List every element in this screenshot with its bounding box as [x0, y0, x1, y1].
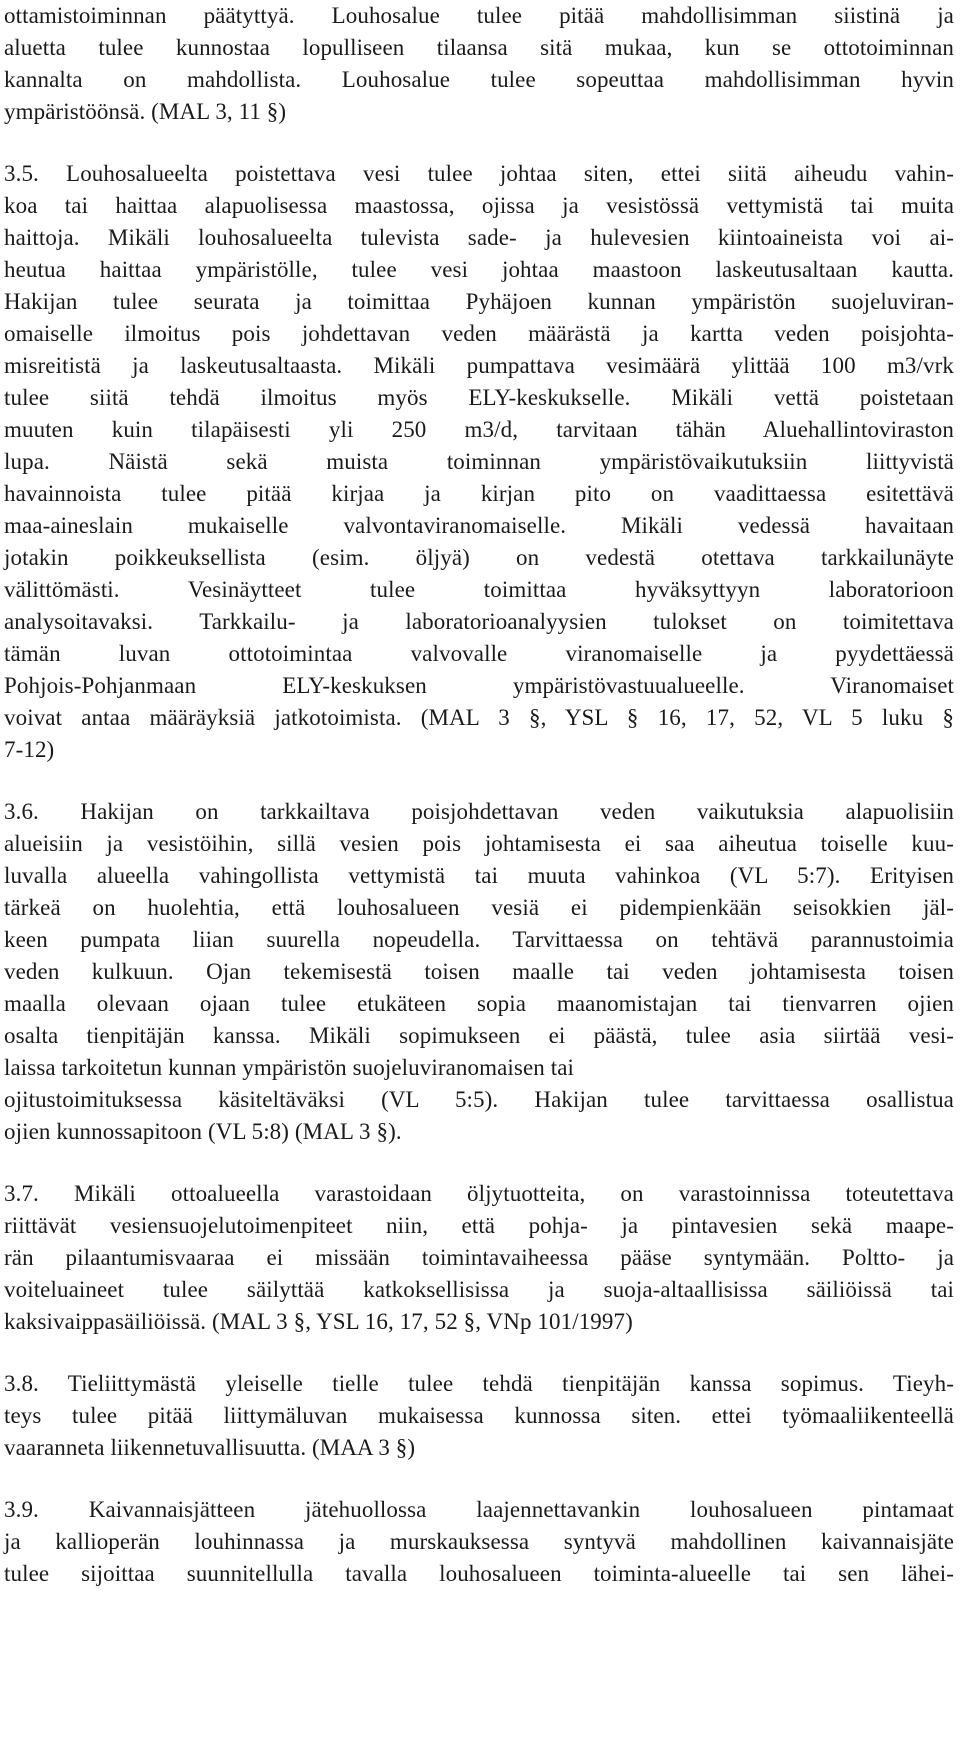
text-line: kannalta on mahdollista. Louhosalue tulee sopeuttaa mahdollisimman hyvin: [4, 67, 954, 92]
text-line: 7-12): [4, 737, 55, 762]
text-line: tulee sijoittaa suunnitellulla tavalla louhosalueen toiminta-alueelle tai sen lähei-: [4, 1561, 954, 1586]
text-line: analysoitavaksi. Tarkkailu- ja laboratorioanalyysien tulokset on toimitettava: [4, 609, 954, 634]
text-line: Pohjois-Pohjanmaan ELY-keskuksen ympäristövastuualueelle. Viranomaiset: [4, 673, 954, 698]
text-line: tulee siitä tehdä ilmoitus myös ELY-keskukselle. Mikäli vettä poistetaan: [4, 385, 954, 410]
text-line: osalta tienpitäjän kanssa. Mikäli sopimukseen ei päästä, tulee asia siirtää vesi-: [4, 1023, 954, 1048]
text-line: lupa. Näistä sekä muista toiminnan ympäristövaikutuksiin liittyvistä: [4, 449, 954, 474]
text-line: tämän luvan ottotoimintaa valvovalle viranomaiselle ja pyydettäessä: [4, 641, 954, 666]
text-line: laissa tarkoitetun kunnan ympäristön suojeluviranomaisen tai: [4, 1055, 575, 1080]
text-line: koa tai haittaa alapuolisessa maastossa, ojissa ja vesistössä vettymistä tai muita: [4, 193, 954, 218]
text-line: aluetta tulee kunnostaa lopulliseen tilaansa sitä mukaa, kun se ottotoiminnan: [4, 35, 954, 60]
text-line: maa-aineslain mukaiselle valvontaviranomaiselle. Mikäli vedessä havaitaan: [4, 513, 954, 538]
text-line: 3.8. Tieliittymästä yleiselle tielle tulee tehdä tienpitäjän kanssa sopimus. Tieyh-: [4, 1371, 954, 1396]
text-line: ojien kunnossapitoon (VL 5:8) (MAL 3 §).: [4, 1119, 402, 1144]
text-line: muuten kuin tilapäisesti yli 250 m3/d, tarvitaan tähän Aluehallintoviraston: [4, 417, 954, 442]
text-line: vaaranneta liikennetuvallisuutta. (MAA 3 §): [4, 1435, 416, 1460]
text-line: keen pumpata liian suurella nopeudella. Tarvittaessa on tehtävä parannustoimia: [4, 927, 954, 952]
text-line: veden kulkuun. Ojan tekemisestä toisen maalle tai veden johtamisesta toisen: [4, 959, 954, 984]
text-line: ottamistoiminnan päätyttyä. Louhosalue tulee pitää mahdollisimman siistinä ja: [4, 3, 954, 28]
text-line: rän pilaantumisvaaraa ei missään toimintavaiheessa pääse syntymään. Poltto- ja: [4, 1245, 954, 1270]
text-line: Hakijan tulee seurata ja toimittaa Pyhäjoen kunnan ympäristön suojeluviran-: [4, 289, 954, 314]
text-line: tärkeä on huolehtia, että louhosalueen vesiä ei pidempienkään seisokkien jäl-: [4, 895, 954, 920]
text-line: jotakin poikkeuksellista (esim. öljyä) on vedestä otettava tarkkailunäyte: [4, 545, 954, 570]
text-line: maalla olevaan ojaan tulee etukäteen sopia maanomistajan tai tienvarren ojien: [4, 991, 954, 1016]
text-line: haittoja. Mikäli louhosalueelta tulevista sade- ja hulevesien kiintoaineista voi ai-: [4, 225, 954, 250]
text-line: luvalla alueella vahingollista vettymistä tai muuta vahinkoa (VL 5:7). Erityisen: [4, 863, 954, 888]
text-line: ojitustoimituksessa käsiteltäväksi (VL 5:5). Hakijan tulee tarvittaessa osallistua: [4, 1087, 954, 1112]
text-line: teys tulee pitää liittymäluvan mukaisessa kunnossa siten. ettei työmaaliikenteellä: [4, 1403, 954, 1428]
text-line: 3.7. Mikäli ottoalueella varastoidaan öljytuotteita, on varastoinnissa toteutettava: [4, 1181, 954, 1206]
text-line: omaiselle ilmoitus pois johdettavan veden määrästä ja kartta veden poisjohta-: [4, 321, 954, 346]
text-line: alueisiin ja vesistöihin, sillä vesien pois johtamisesta ei saa aiheutua toiselle kuu-: [4, 831, 954, 856]
text-line: riittävät vesiensuojelutoimenpiteet niin, että pohja- ja pintavesien sekä maape-: [4, 1213, 954, 1238]
text-line: ympäristöönsä. (MAL 3, 11 §): [4, 99, 287, 124]
text-line: heutua haittaa ympäristölle, tulee vesi johtaa maastoon laskeutusaltaan kautta.: [4, 257, 954, 282]
text-line: voiteluaineet tulee säilyttää katkoksellisissa ja suoja-altaallisissa säiliöissä tai: [4, 1277, 954, 1302]
text-line: 3.5. Louhosalueelta poistettava vesi tulee johtaa siten, ettei siitä aiheudu vahin-: [4, 161, 954, 186]
text-line: havainnoista tulee pitää kirjaa ja kirjan pito on vaadittaessa esitettävä: [4, 481, 954, 506]
text-line: kaksivaippasäiliöissä. (MAL 3 §, YSL 16, 17, 52 §, VNp 101/1997): [4, 1309, 633, 1334]
text-line: misreitistä ja laskeutusaltaasta. Mikäli pumpattava vesimäärä ylittää 100 m3/vrk: [4, 353, 954, 378]
text-line: 3.9. Kaivannaisjätteen jätehuollossa laajennettavankin louhosalueen pintamaat: [4, 1497, 954, 1522]
text-line: ja kallioperän louhinnassa ja murskauksessa syntyvä mahdollinen kaivannaisjäte: [4, 1529, 954, 1554]
text-line: 3.6. Hakijan on tarkkailtava poisjohdettavan veden vaikutuksia alapuolisiin: [4, 799, 954, 824]
text-line: välittömästi. Vesinäytteet tulee toimittaa hyväksyttyyn laboratorioon: [4, 577, 954, 602]
text-line: voivat antaa määräyksiä jatkotoimista. (MAL 3 §, YSL § 16, 17, 52, VL 5 luku §: [4, 705, 954, 730]
